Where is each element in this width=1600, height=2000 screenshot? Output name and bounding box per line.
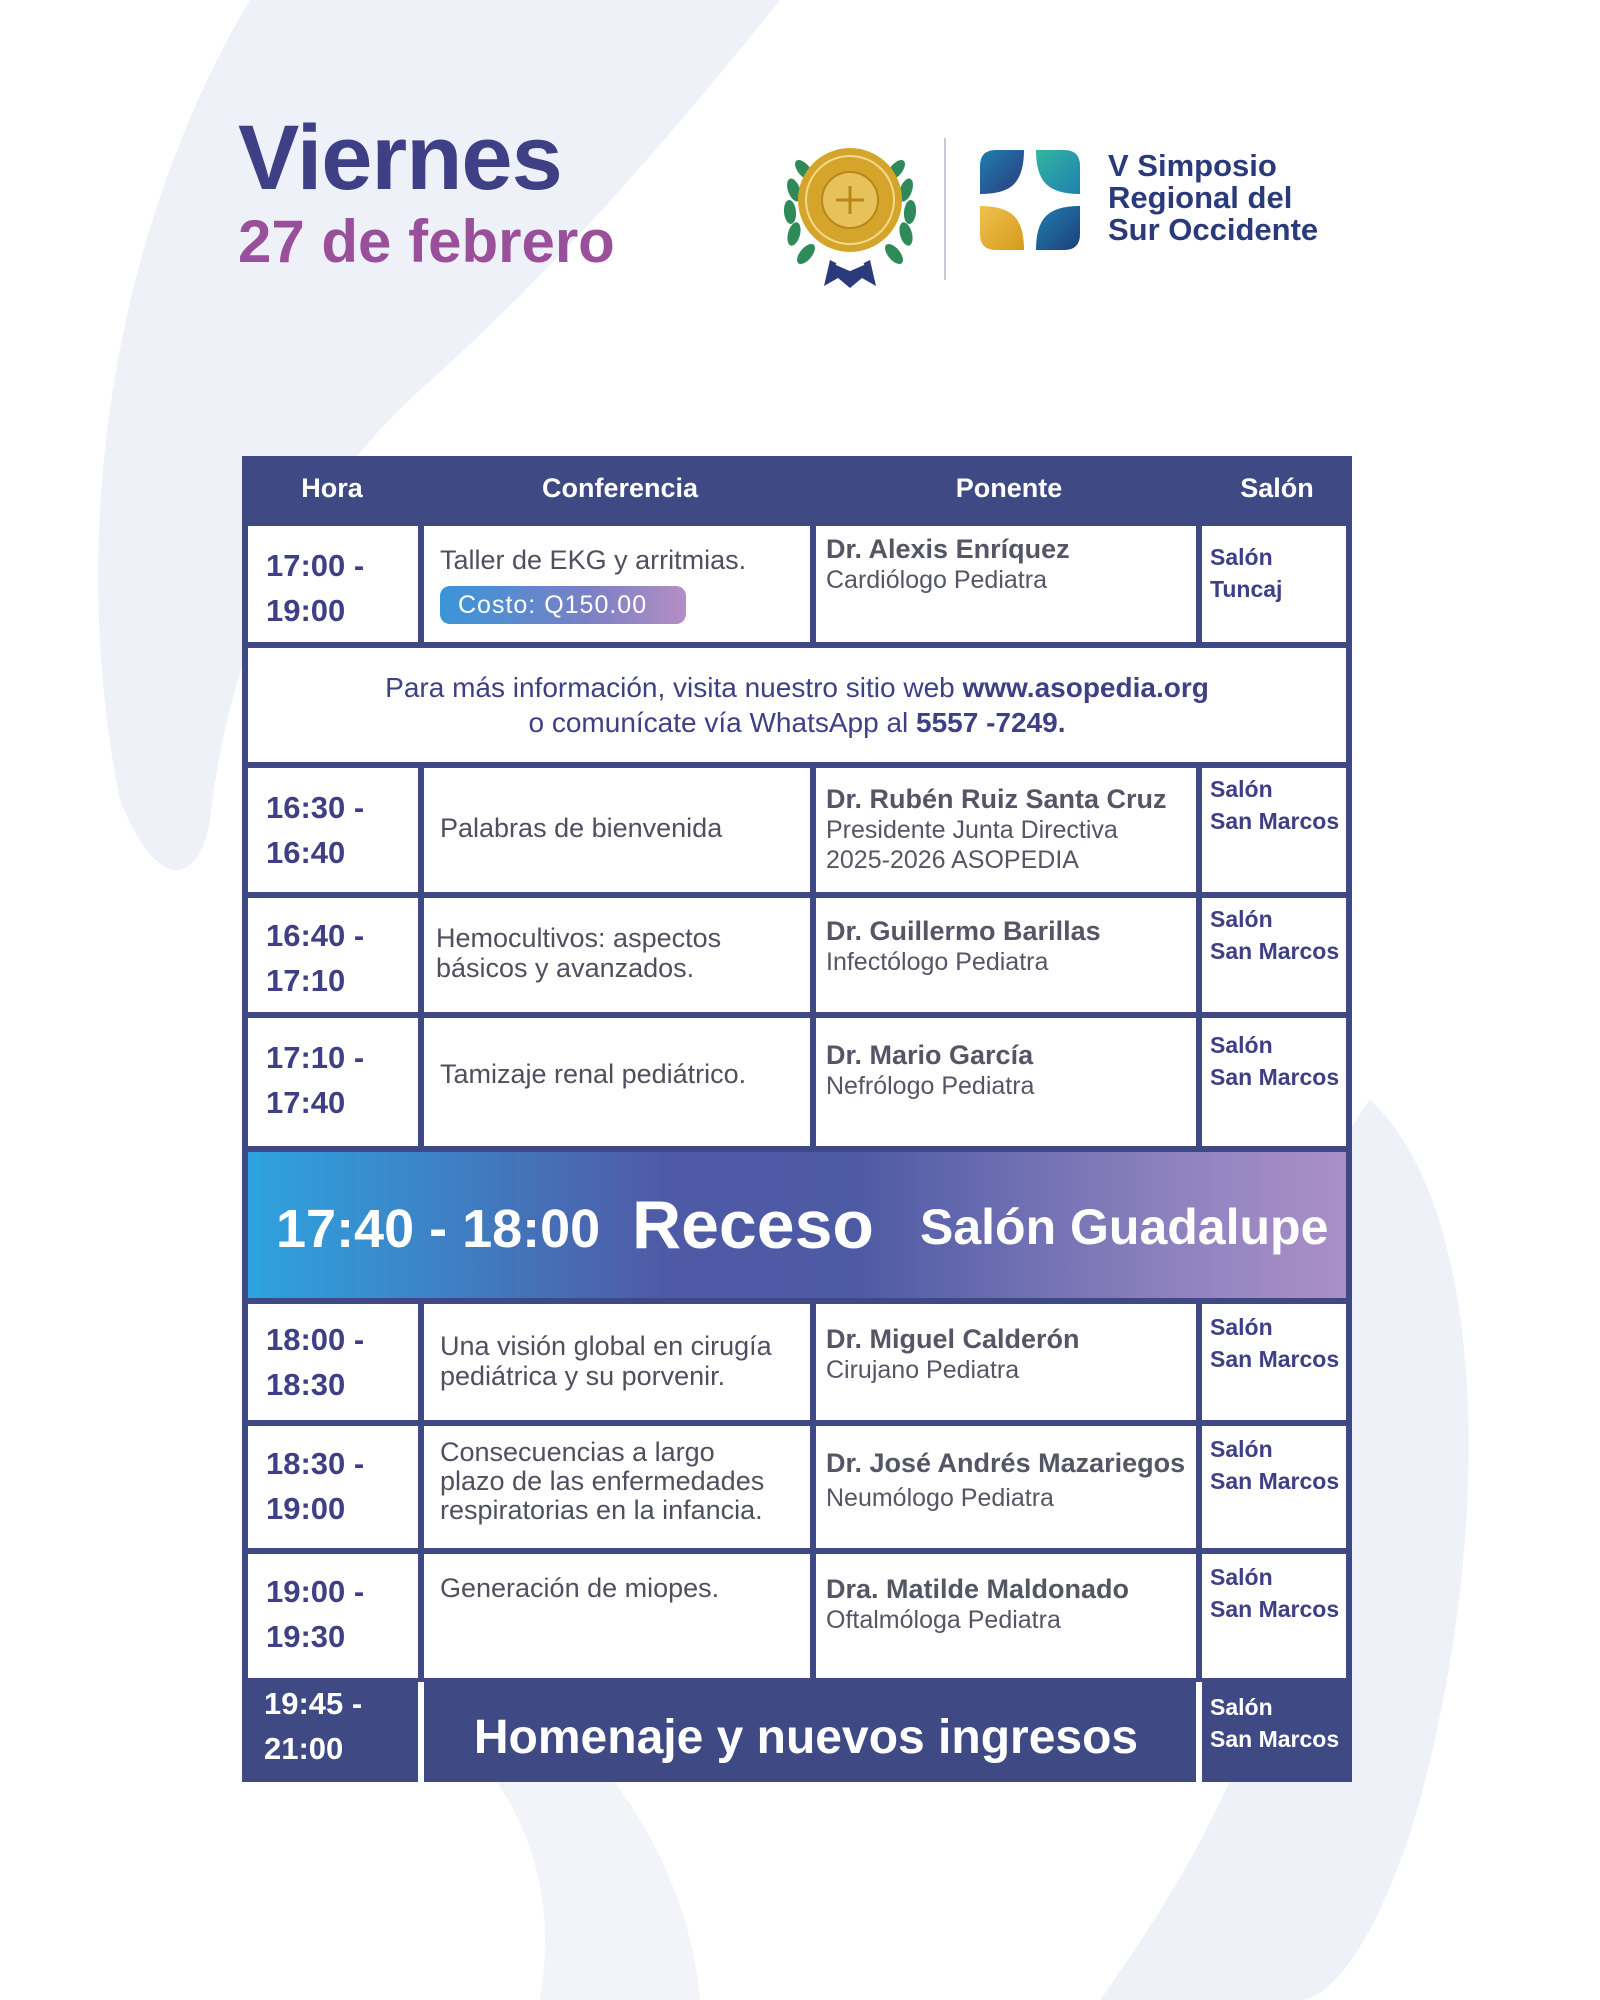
speaker-cell	[816, 898, 1196, 1012]
speaker-name: Dr. Miguel Calderón	[826, 1324, 1080, 1354]
column-header-conferencia: Conferencia	[541, 472, 699, 503]
column-header-ponente: Ponente	[955, 472, 1063, 503]
conference-title: Generación de miopes.	[440, 1573, 720, 1603]
time-start: 18:00 -	[266, 1322, 365, 1357]
room-name: San Marcos	[1210, 1467, 1340, 1494]
conference-title-line-3: respiratorias en la infancia.	[440, 1495, 763, 1526]
day-title: Viernes	[238, 107, 562, 209]
speaker-cell	[816, 768, 1196, 892]
time-start: 17:00 -	[266, 548, 365, 583]
time-cell	[248, 1554, 418, 1678]
room-label: Salón	[1210, 1314, 1273, 1340]
conference-title: Palabras de bienvenida	[440, 813, 723, 843]
website-link[interactable]: www.asopedia.org	[962, 672, 1209, 703]
room-name: San Marcos	[1210, 1345, 1340, 1372]
speaker-role: Cardiólogo Pediatra	[826, 566, 1047, 595]
symposium-line-3: Sur Occidente	[1108, 211, 1319, 247]
time-cell	[248, 1018, 418, 1146]
speaker-role: Neumólogo Pediatra	[826, 1484, 1054, 1513]
logo-divider	[944, 138, 946, 280]
room-cell	[1202, 1554, 1346, 1678]
room-cell	[1202, 1018, 1346, 1146]
speaker-name: Dra. Matilde Maldonado	[826, 1574, 1130, 1604]
closing-divider-right	[1196, 1682, 1202, 1782]
symposium-cross-logo	[976, 146, 1084, 254]
speaker-cell	[816, 526, 1196, 642]
recess-banner	[248, 1152, 1346, 1298]
speaker-name: Dr. Mario García	[826, 1040, 1034, 1070]
speaker-name: Dr. Alexis Enríquez	[826, 534, 1070, 564]
conference-title-line-1: Hemocultivos: aspectos	[436, 923, 722, 953]
conference-cell	[424, 526, 810, 642]
closing-time-start: 19:45 -	[264, 1686, 363, 1721]
time-start: 18:30 -	[266, 1446, 365, 1481]
room-name: Tuncaj	[1210, 575, 1283, 602]
closing-title: Homenaje y nuevos ingresos	[473, 1711, 1139, 1764]
conference-cell	[424, 898, 810, 1012]
room-label: Salón	[1210, 1032, 1273, 1058]
conference-title-line-2: básicos y avanzados.	[436, 952, 695, 983]
room-cell	[1202, 1426, 1346, 1548]
cost-badge: Costo: Q150.00	[440, 586, 686, 624]
conference-cell	[424, 1018, 810, 1146]
conference-title: Tamizaje renal pediátrico.	[440, 1059, 747, 1089]
time-cell	[248, 768, 418, 892]
date-title: 27 de febrero	[238, 208, 615, 275]
speaker-role: Nefrólogo Pediatra	[826, 1072, 1035, 1101]
conference-cell	[424, 1554, 810, 1678]
room-label: Salón	[1210, 1436, 1273, 1462]
time-end: 17:10	[266, 962, 346, 998]
conference-cell	[424, 768, 810, 892]
speaker-cell	[816, 1426, 1196, 1548]
closing-time-end: 21:00	[264, 1730, 344, 1766]
recess-room: Salón Guadalupe	[920, 1199, 1329, 1255]
whatsapp-number: 5557 -7249.	[916, 707, 1066, 738]
asopedia-seal-logo	[780, 130, 920, 290]
speaker-cell	[816, 1018, 1196, 1146]
room-name: San Marcos	[1210, 807, 1340, 834]
info-band	[248, 648, 1346, 762]
conference-title-line-1: Una visión global en cirugía	[440, 1331, 772, 1361]
time-cell	[248, 898, 418, 1012]
room-cell	[1202, 768, 1346, 892]
info-line-2	[248, 705, 1346, 740]
time-start: 19:00 -	[266, 1574, 365, 1609]
conference-cell	[424, 1426, 810, 1548]
time-start: 16:40 -	[266, 918, 365, 953]
speaker-role: Cirujano Pediatra	[826, 1356, 1020, 1385]
conference-title-line-1: Consecuencias a largo	[440, 1437, 715, 1467]
time-end: 16:40	[266, 834, 346, 870]
time-end: 18:30	[266, 1366, 346, 1402]
symposium-line-1: V Simposio	[1108, 148, 1277, 183]
recess-label: Receso	[632, 1187, 874, 1263]
time-end: 19:30	[266, 1618, 346, 1654]
speaker-name: Dr. José Andrés Mazariegos	[826, 1448, 1186, 1478]
speaker-cell	[816, 1554, 1196, 1678]
speaker-role-line-2: 2025-2026 ASOPEDIA	[826, 846, 1079, 875]
time-cell	[248, 1304, 418, 1420]
speaker-role: Infectólogo Pediatra	[826, 948, 1049, 977]
speaker-role: Oftalmóloga Pediatra	[826, 1606, 1061, 1635]
time-end: 19:00	[266, 592, 346, 628]
conference-title-line-2: pediátrica y su porvenir.	[440, 1360, 726, 1391]
time-start: 17:10 -	[266, 1040, 365, 1075]
speaker-cell	[816, 1304, 1196, 1420]
room-cell	[1202, 526, 1346, 642]
room-name: San Marcos	[1210, 937, 1340, 964]
column-header-salon: Salón	[1240, 472, 1314, 503]
speaker-name: Dr. Guillermo Barillas	[826, 916, 1101, 946]
room-cell	[1202, 898, 1346, 1012]
room-cell	[1202, 1304, 1346, 1420]
closing-room-label: Salón	[1210, 1694, 1273, 1720]
room-name: San Marcos	[1210, 1063, 1340, 1090]
conference-title-line-2: plazo de las enfermedades	[440, 1466, 765, 1497]
info-line-1	[248, 670, 1346, 705]
room-label: Salón	[1210, 906, 1273, 932]
speaker-name: Dr. Rubén Ruiz Santa Cruz	[826, 784, 1167, 814]
schedule-table	[242, 456, 1352, 1782]
info-line-2-text: o comunícate vía WhatsApp al	[528, 707, 917, 738]
time-cell	[248, 526, 418, 642]
symposium-line-2: Regional del	[1108, 179, 1293, 215]
closing-time	[264, 1682, 362, 1772]
page-header	[0, 0, 1600, 320]
room-label: Salón	[1210, 776, 1273, 802]
info-line-1-text: Para más información, visita nuestro sitio web	[385, 672, 963, 703]
conference-title: Taller de EKG y arritmias.	[440, 545, 747, 575]
room-label: Salón	[1210, 544, 1273, 570]
conference-cell	[424, 1304, 810, 1420]
room-name: San Marcos	[1210, 1595, 1340, 1622]
time-end: 19:00	[266, 1490, 346, 1526]
room-label: Salón	[1210, 1564, 1273, 1590]
closing-room	[1210, 1692, 1350, 1755]
closing-room-name: San Marcos	[1210, 1725, 1340, 1752]
time-end: 17:40	[266, 1084, 346, 1120]
time-cell	[248, 1426, 418, 1548]
symposium-name	[1108, 150, 1368, 246]
time-start: 16:30 -	[266, 790, 365, 825]
column-header-hora: Hora	[301, 472, 363, 503]
speaker-role-line-1: Presidente Junta Directiva	[826, 816, 1118, 845]
recess-time: 17:40 - 18:00	[276, 1199, 601, 1259]
